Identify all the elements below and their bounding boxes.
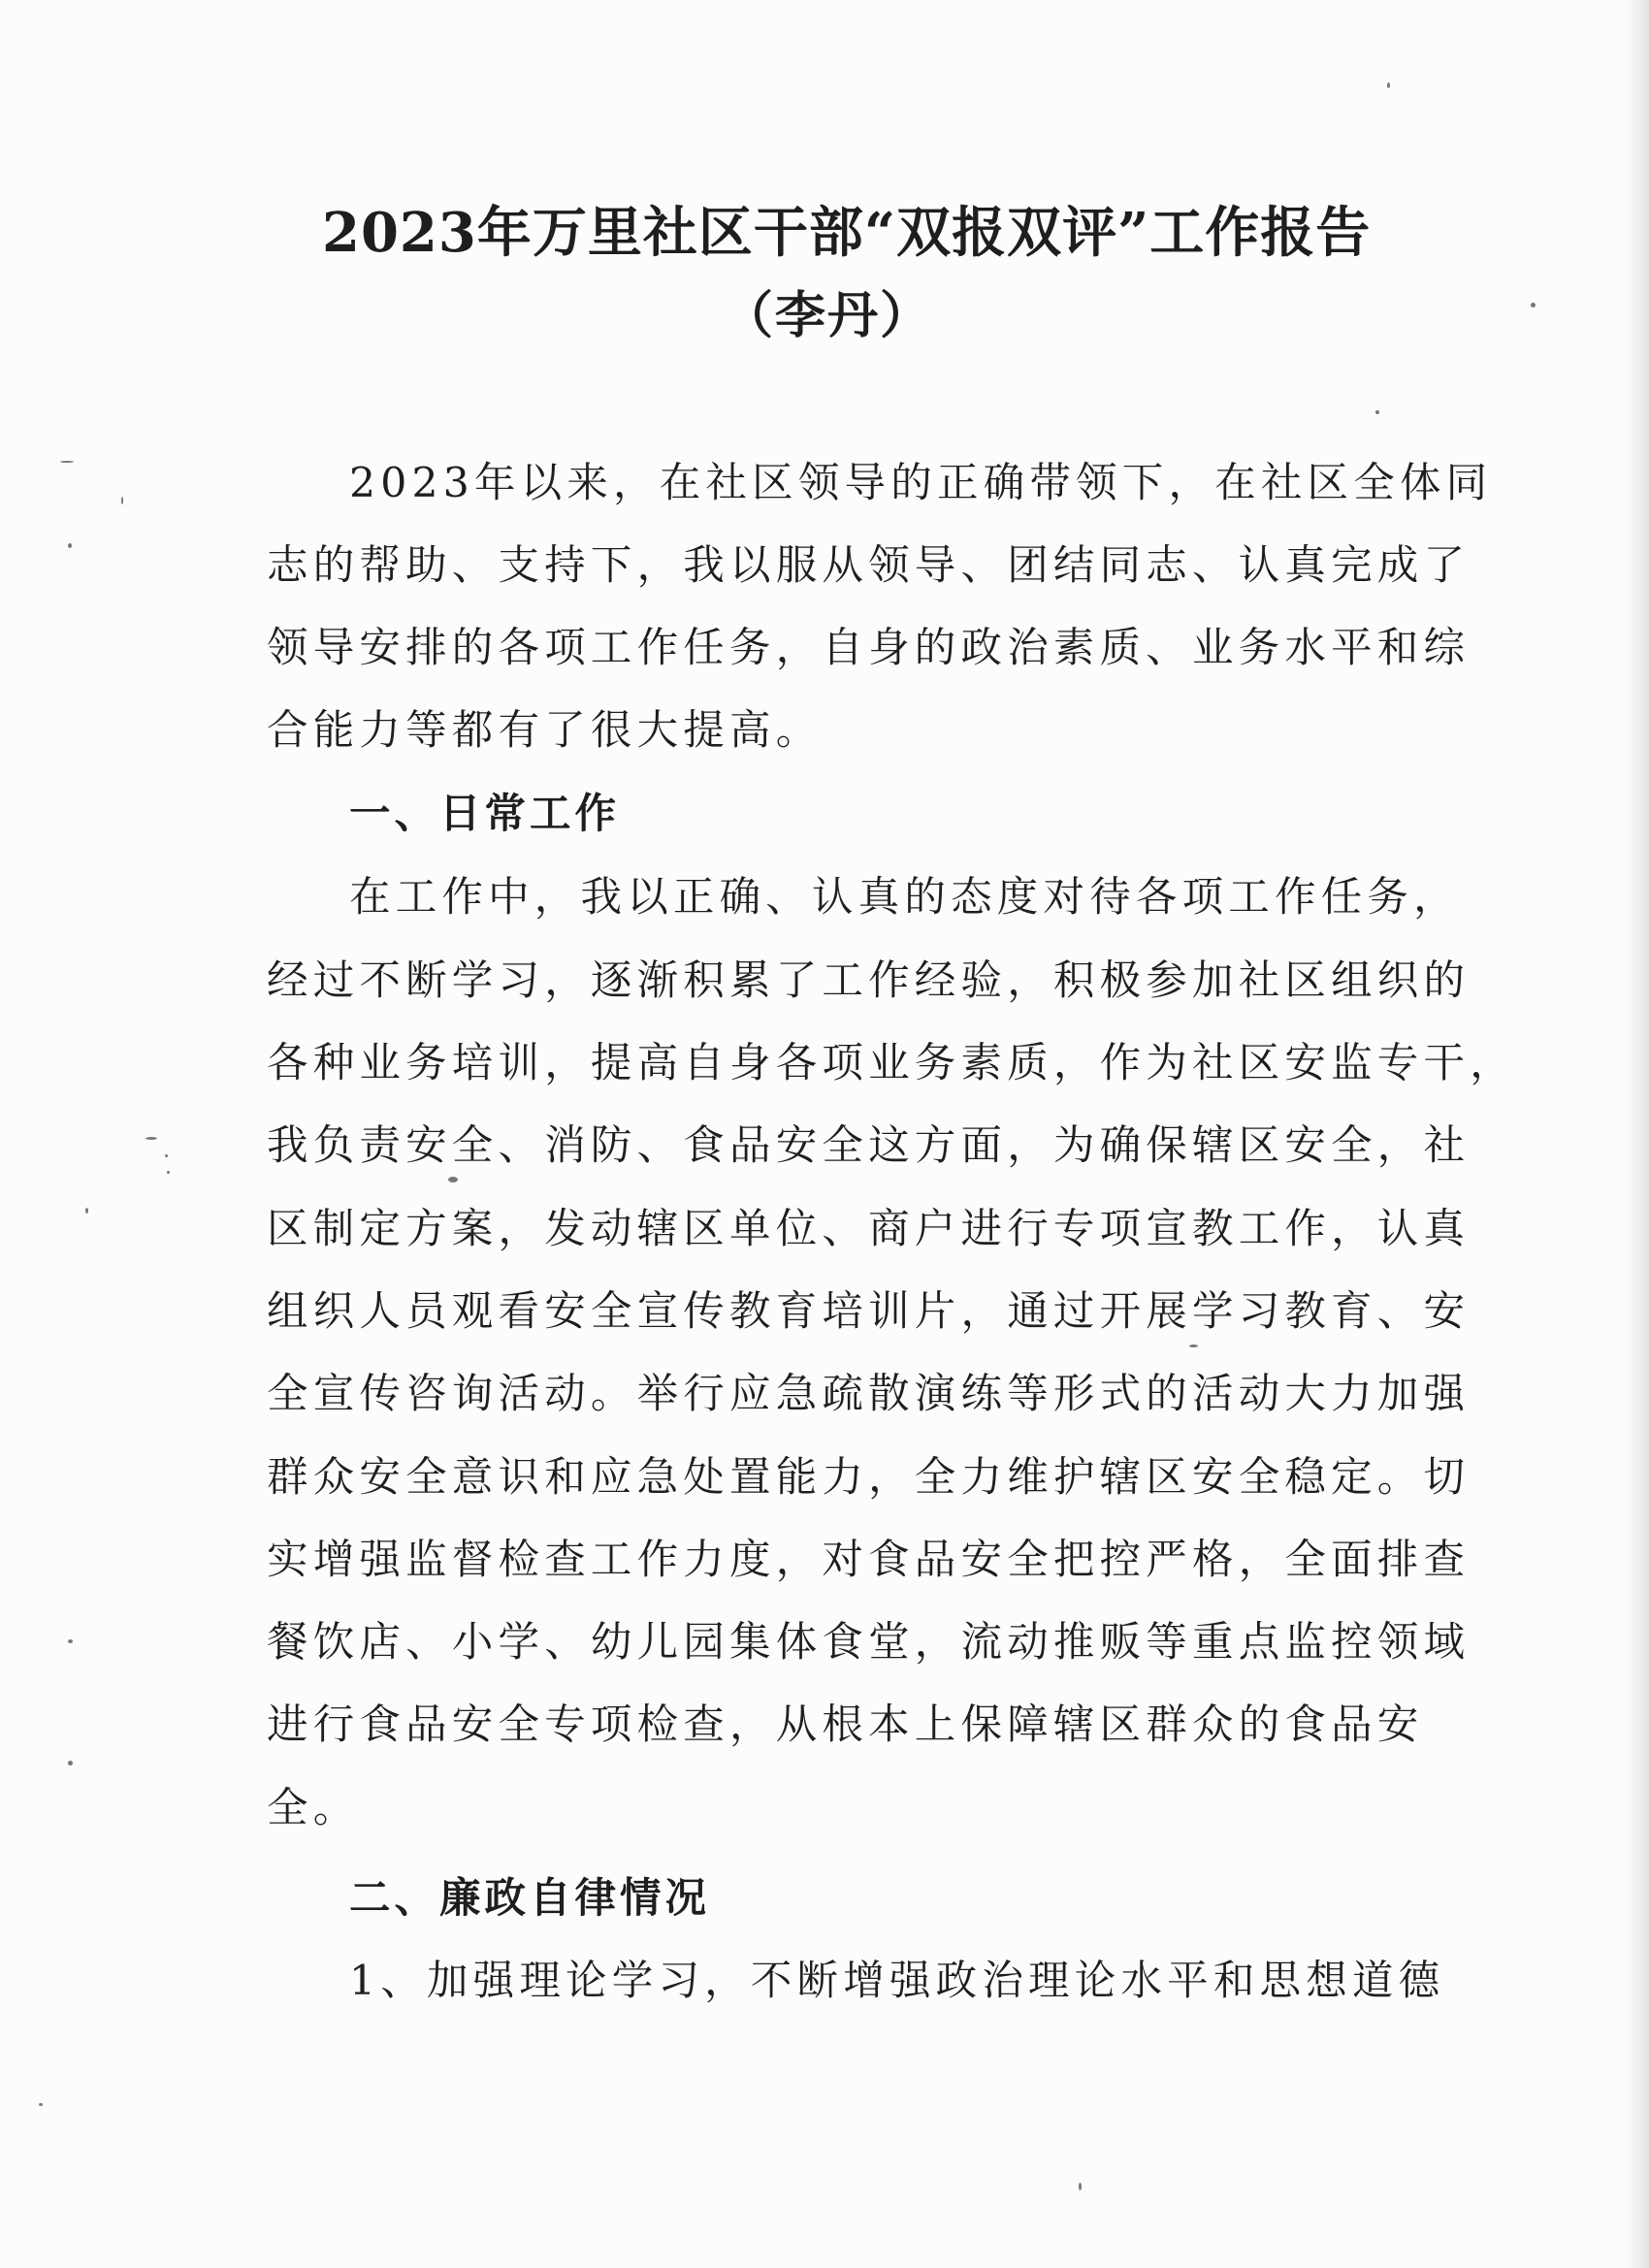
paragraph-line: 全宣传咨询活动。举行应急疏散演练等形式的活动大力加强 [267, 1371, 1471, 1418]
paragraph-line: 实增强监督检查工作力度，对食品安全把控严格，全面排查 [267, 1537, 1471, 1584]
scan-speck [68, 1639, 73, 1643]
paragraph-line: 志的帮助、支持下，我以服从领导、团结同志、认真完成了 [267, 542, 1471, 590]
paragraph-line: 2023年以来，在社区领导的正确带领下，在社区全体同 [349, 460, 1493, 507]
paragraph-line: 各种业务培训，提高自身各项业务素质，作为社区安监专干， [267, 1040, 1516, 1087]
scan-speck [39, 2103, 43, 2106]
paragraph-line: 区制定方案，发动辖区单位、商户进行专项宣教工作，认真 [267, 1206, 1471, 1253]
scan-speck [121, 497, 123, 504]
document-title: 2023年万里社区干部“双报双评”工作报告 [322, 201, 1372, 265]
scan-speck [1531, 303, 1536, 308]
scan-speck [146, 1137, 157, 1140]
paragraph-line: 经过不断学习，逐渐积累了工作经验，积极参加社区组织的 [267, 957, 1471, 1005]
paragraph-line: 全。 [267, 1785, 360, 1832]
scan-speck [448, 1177, 458, 1183]
scan-speck [167, 1171, 170, 1174]
scan-speck [1387, 82, 1390, 88]
paragraph-line: 在工作中，我以正确、认真的态度对待各项工作任务， [349, 874, 1460, 922]
paragraph-line: 领导安排的各项工作任务，自身的政治素质、业务水平和综 [267, 625, 1471, 672]
paragraph-line: 1、加强理论学习，不断增强政治理论水平和思想道德 [349, 1958, 1445, 2005]
scan-speck [85, 1208, 88, 1214]
document-subtitle: （李丹） [723, 286, 933, 345]
scan-speck [165, 1154, 168, 1157]
paragraph-line: 组织人员观看安全宣传教育培训片，通过开展学习教育、安 [267, 1288, 1471, 1336]
section-heading: 二、廉政自律情况 [349, 1874, 711, 1923]
paragraph-line: 我负责安全、消防、食品安全这方面，为确保辖区安全，社 [267, 1122, 1471, 1170]
paragraph-line: 群众安全意识和应急处置能力，全力维护辖区安全稳定。切 [267, 1454, 1471, 1502]
scan-speck [1375, 410, 1379, 414]
paragraph-line: 进行食品安全专项检查，从根本上保障辖区群众的食品安 [267, 1701, 1424, 1749]
paragraph-line: 合能力等都有了很大提高。 [267, 707, 823, 755]
scan-speck [68, 1761, 73, 1766]
scan-speck [1189, 1345, 1198, 1347]
scan-speck [1079, 2183, 1082, 2190]
scan-speck [60, 461, 74, 463]
section-heading: 一、日常工作 [349, 790, 621, 838]
scan-speck [68, 543, 72, 548]
paragraph-line: 餐饮店、小学、幼儿园集体食堂，流动推贩等重点监控领域 [267, 1619, 1471, 1667]
page-edge-shadow [1624, 0, 1649, 2268]
